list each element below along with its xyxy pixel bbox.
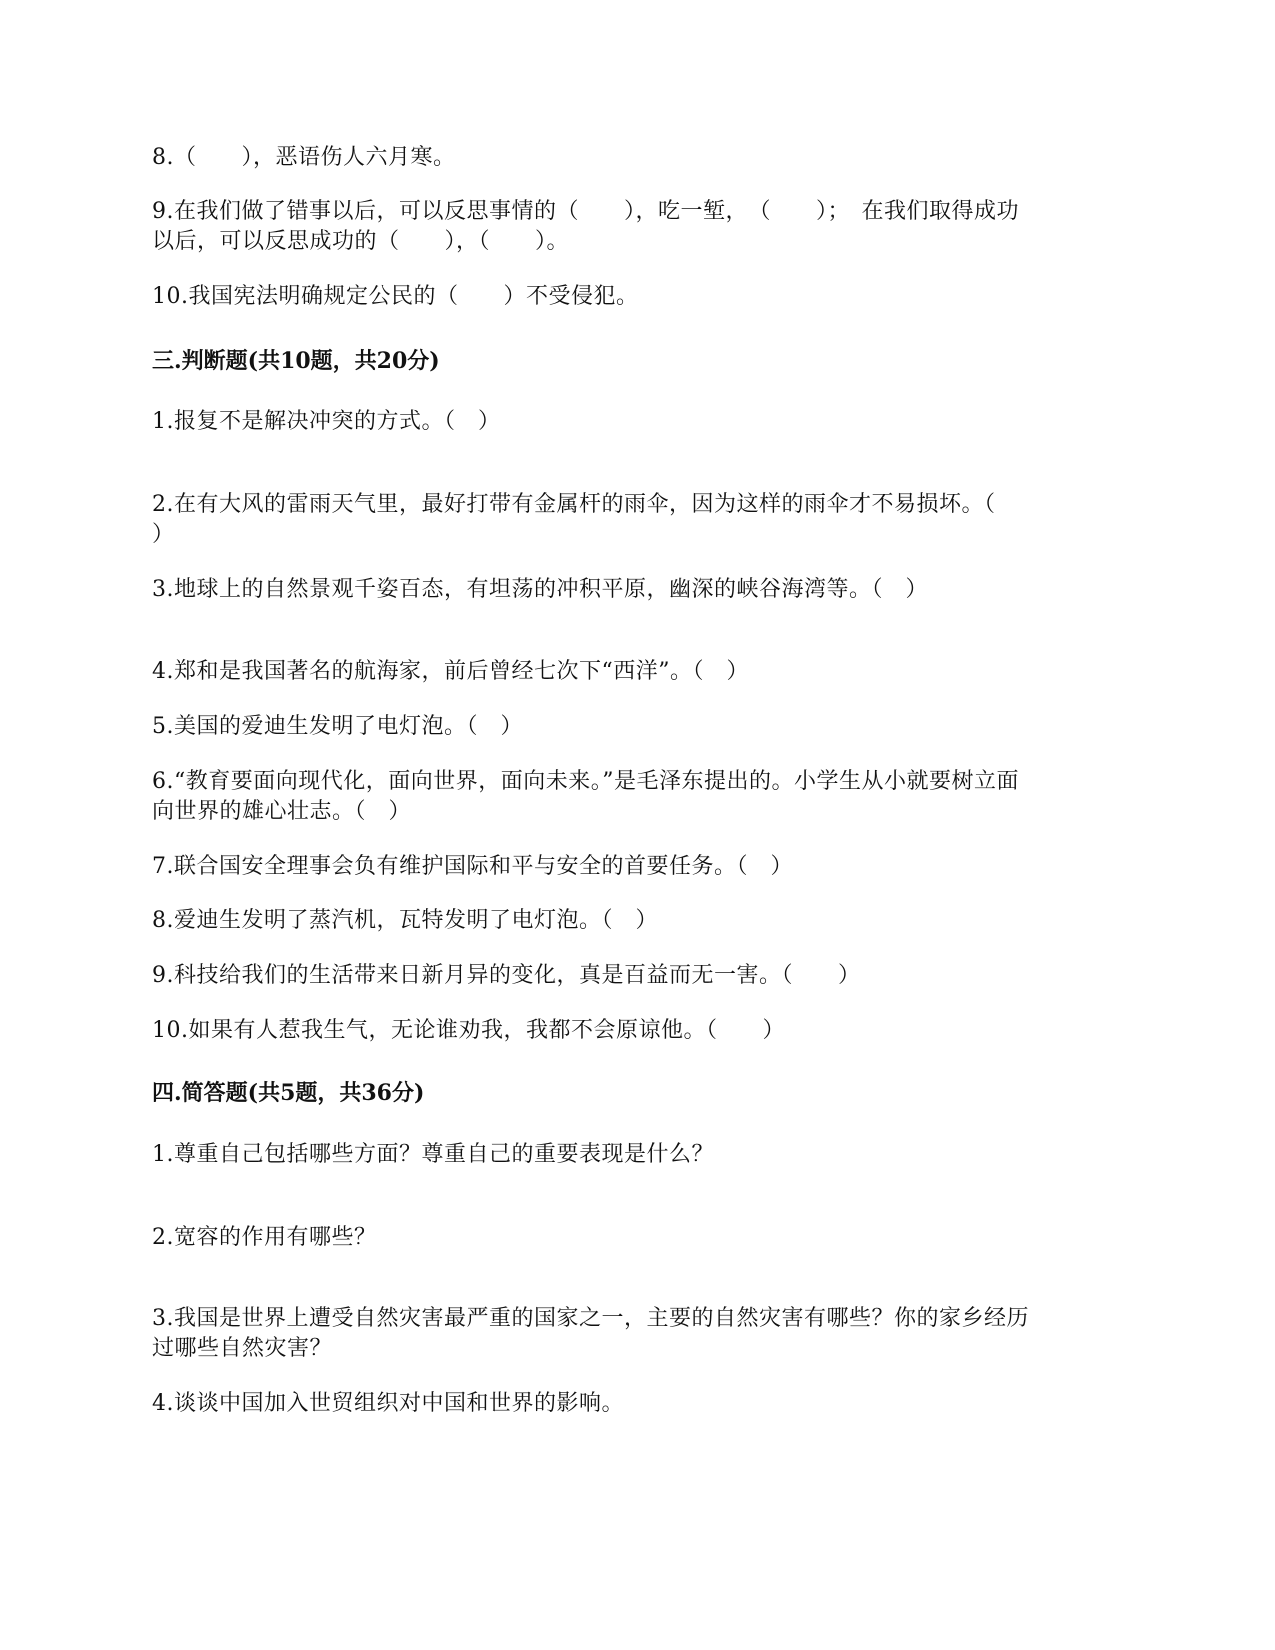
section-3-heading: 三.判断题(共10题，共20分) (152, 348, 440, 374)
judge-question-8: 8.爱迪生发明了蒸汽机，瓦特发明了电灯泡。（ ） (152, 908, 658, 933)
judge-question-2-line-2: ） (152, 522, 175, 547)
judge-question-5: 5.美国的爱迪生发明了电灯泡。（ ） (152, 714, 523, 739)
short-answer-question-3-line-2: 过哪些自然灾害？ (152, 1336, 333, 1361)
fill-question-10: 10.我国宪法明确规定公民的（ ）不受侵犯。 (152, 284, 639, 309)
short-answer-question-3-line-1: 3.我国是世界上遭受自然灾害最严重的国家之一，主要的自然灾害有哪些？你的家乡经历 (152, 1306, 1029, 1331)
judge-question-10: 10.如果有人惹我生气，无论谁劝我，我都不会原谅他。（ ） (152, 1018, 785, 1043)
judge-question-6-line-1: 6.“教育要面向现代化，面向世界，面向未来。”是毛泽东提出的。小学生从小就要树立面 (152, 769, 1019, 794)
short-answer-question-1: 1.尊重自己包括哪些方面？尊重自己的重要表现是什么？ (152, 1142, 714, 1167)
judge-question-3: 3.地球上的自然景观千姿百态，有坦荡的冲积平原，幽深的峡谷海湾等。（ ） (152, 577, 928, 602)
fill-question-9-line-2: 以后，可以反思成功的（ ），（ ）。 (152, 229, 570, 254)
judge-question-6-line-2: 向世界的雄心壮志。（ ） (152, 799, 412, 824)
judge-question-9: 9.科技给我们的生活带来日新月异的变化，真是百益而无一害。（ ） (152, 963, 861, 988)
fill-question-8: 8.（ ），恶语伤人六月寒。 (152, 145, 456, 170)
judge-question-2-line-1: 2.在有大风的雷雨天气里，最好打带有金属杆的雨伞，因为这样的雨伞才不易损坏。（ (152, 492, 996, 517)
fill-question-9-line-1: 9.在我们做了错事以后，可以反思事情的（ ），吃一堑， （ ）； 在我们取得成功 (152, 199, 1019, 224)
judge-question-1: 1.报复不是解决冲突的方式。（ ） (152, 409, 501, 434)
section-4-heading: 四.简答题(共5题，共36分) (152, 1080, 425, 1106)
judge-question-4: 4.郑和是我国著名的航海家，前后曾经七次下“西洋”。（ ） (152, 659, 749, 684)
judge-question-7: 7.联合国安全理事会负有维护国际和平与安全的首要任务。（ ） (152, 854, 793, 879)
short-answer-question-4: 4.谈谈中国加入世贸组织对中国和世界的影响。 (152, 1391, 624, 1416)
short-answer-question-2: 2.宽容的作用有哪些？ (152, 1225, 377, 1250)
